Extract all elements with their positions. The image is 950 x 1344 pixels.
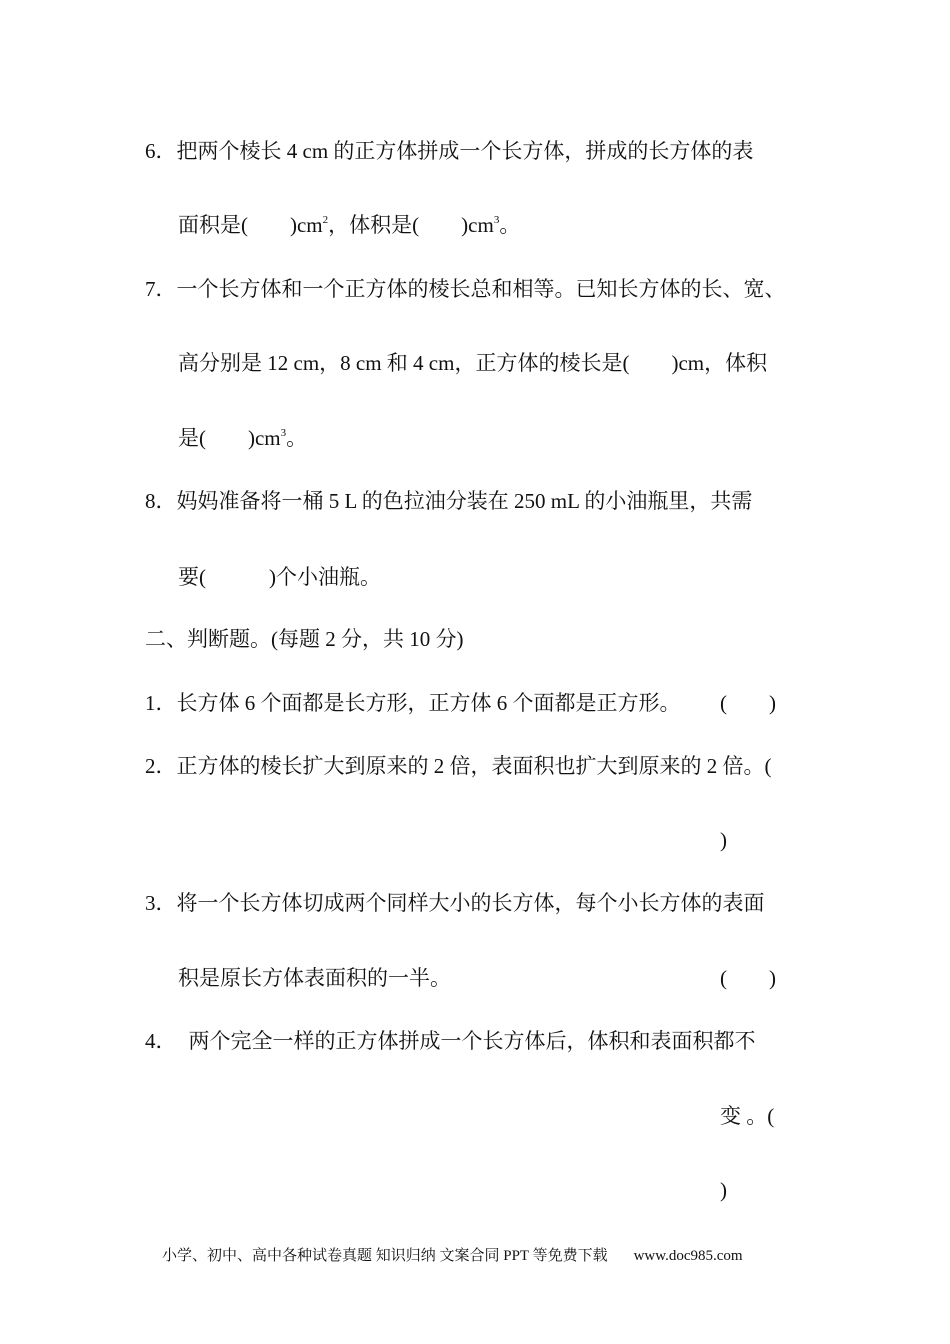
j1-answer-paren[interactable]: ( ) bbox=[720, 691, 776, 715]
q6-text-line2c: 。 bbox=[499, 213, 521, 237]
j1-text: 长方体 6 个面都是长方形，正方体 6 个面都是正方形。 bbox=[176, 691, 681, 715]
j2-line bbox=[145, 751, 772, 781]
q8-line1 bbox=[145, 486, 752, 516]
q8-line2 bbox=[178, 562, 381, 592]
q6-number: 6． bbox=[145, 139, 177, 163]
q6-text-line1: 把两个棱长 4 cm 的正方体拼成一个长方体，拼成的长方体的表 bbox=[176, 139, 754, 163]
j4-line1 bbox=[145, 1026, 756, 1056]
q7-line2 bbox=[178, 348, 767, 378]
j1-number: 1． bbox=[145, 691, 177, 715]
j4-answer-close[interactable]: ) bbox=[720, 1178, 727, 1202]
q8-text-line2: 要( )个小油瓶。 bbox=[178, 565, 381, 589]
j4-number: 4． bbox=[145, 1029, 177, 1053]
q6-line2 bbox=[178, 210, 520, 240]
section2-heading: 二、判断题。(每题 2 分，共 10 分) bbox=[145, 627, 464, 651]
q7-number: 7． bbox=[145, 277, 177, 301]
j2-number: 2． bbox=[145, 754, 177, 778]
page-footer bbox=[162, 1244, 743, 1265]
j4-line2[interactable]: 变 。( bbox=[720, 1104, 775, 1128]
q7-line1 bbox=[145, 274, 786, 304]
q7-text-line2: 高分别是 12 cm，8 cm 和 4 cm，正方体的棱长是( )cm，体积 bbox=[178, 351, 768, 375]
q7-line3 bbox=[178, 423, 307, 453]
q6-text-line2b: ，体积是( )cm bbox=[328, 213, 494, 237]
j3-answer-paren[interactable]: ( ) bbox=[720, 966, 776, 990]
q6-line1 bbox=[145, 136, 753, 166]
q8-text-line1: 妈妈准备将一桶 5 L 的色拉油分装在 250 mL 的小油瓶里，共需 bbox=[176, 489, 753, 513]
q6-sup-3: 3 bbox=[493, 214, 500, 226]
q7-text-line3b: 。 bbox=[286, 426, 308, 450]
q7-text-line3a: 是( )cm bbox=[178, 426, 281, 450]
j1-line bbox=[145, 688, 681, 718]
j3-line1 bbox=[145, 888, 765, 918]
j3-line2: 积是原长方体表面积的一半。 bbox=[178, 966, 451, 990]
footer-text: 小学、初中、高中各种试卷真题 知识归纳 文案合同 PPT 等免费下载 bbox=[162, 1248, 608, 1264]
j4-text-line1: 两个完全一样的正方体拼成一个长方体后，体积和表面积都不 bbox=[188, 1029, 756, 1053]
footer-site-link[interactable]: www.doc985.com bbox=[633, 1248, 743, 1264]
q7-sup-3: 3 bbox=[280, 427, 287, 439]
j3-text-line1: 将一个长方体切成两个同样大小的长方体，每个小长方体的表面 bbox=[176, 891, 765, 915]
j2-answer-close[interactable]: ) bbox=[720, 828, 727, 852]
q7-text-line1: 一个长方体和一个正方体的棱长总和相等。已知长方体的长、宽、 bbox=[176, 277, 786, 301]
q6-text-line2a: 面积是( )cm bbox=[178, 213, 323, 237]
j2-text: 正方体的棱长扩大到原来的 2 倍，表面积也扩大到原来的 2 倍。( bbox=[176, 754, 772, 778]
q8-number: 8． bbox=[145, 489, 177, 513]
q6-sup-2: 2 bbox=[322, 214, 329, 226]
j3-number: 3． bbox=[145, 891, 177, 915]
